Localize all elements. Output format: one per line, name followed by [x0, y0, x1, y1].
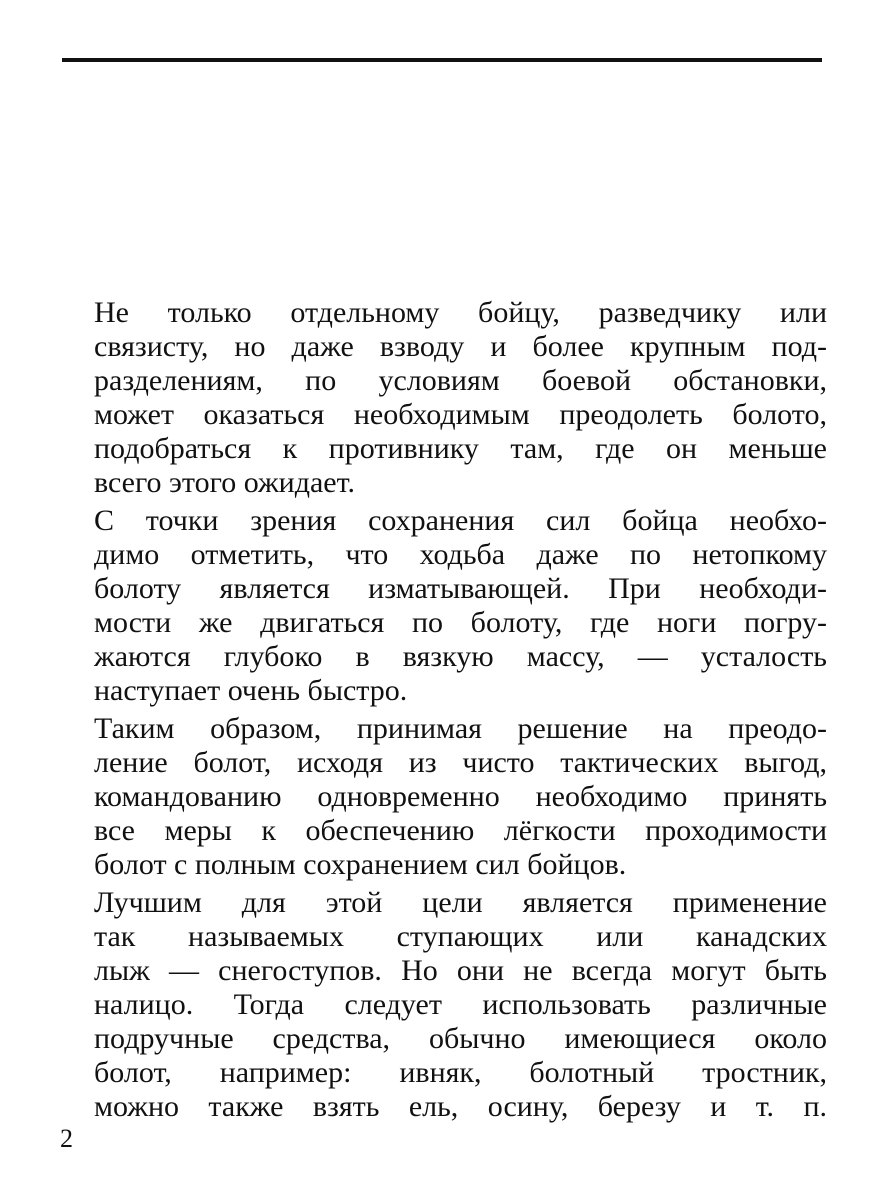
text-line: подобраться к противнику там, где он меньше [94, 432, 827, 465]
text-line: все меры к обеспечению лёгкости проходимости [94, 814, 827, 847]
top-rule [62, 58, 822, 62]
body-text [60, 296, 827, 1128]
text-line: так называемых ступающих или канадских [94, 920, 827, 953]
text-line: может оказаться необходимым преодолеть болото, [94, 398, 827, 431]
paragraph-2 [60, 504, 827, 708]
text-line: ление болот, исходя из чисто тактических выгод, [94, 746, 827, 779]
text-line: болот, например: ивняк, болотный тростник, [94, 1056, 827, 1089]
text-line: С точки зрения сохранения сил бойца необхо- [94, 504, 827, 537]
text-line: налицо. Тогда следует использовать различные [94, 988, 827, 1021]
text-line: подручные средства, обычно имеющиеся около [94, 1022, 827, 1055]
text-line: Не только отдельному бойцу, разведчику или [94, 296, 827, 329]
text-line: жаются глубоко в вязкую массу, — усталость [94, 640, 827, 673]
text-line: болот с полным сохранением сил бойцов. [94, 848, 627, 881]
text-line: болоту является изматывающей. При необходи- [94, 572, 827, 605]
text-line: Лучшим для этой цели является применение [94, 886, 827, 919]
text-line: Таким образом, принимая решение на преодо- [94, 712, 827, 745]
paragraph-3 [60, 712, 827, 882]
page-number: 2 [60, 1124, 73, 1153]
paragraph-4 [60, 886, 827, 1124]
text-line: наступает очень быстро. [94, 674, 408, 707]
text-line: командованию одновременно необходимо принять [94, 780, 827, 813]
text-line: димо отметить, что ходьба даже по нетопкому [94, 538, 827, 571]
text-line: мости же двигаться по болоту, где ноги погру- [94, 606, 827, 639]
text-line: лыж — снегоступов. Но они не всегда могут быть [94, 954, 827, 987]
text-line: можно также взять ель, осину, березу и т. п. [94, 1090, 827, 1123]
paragraph-1 [60, 296, 827, 500]
text-line: разделениям, по условиям боевой обстановки, [94, 364, 827, 397]
text-line: связисту, но даже взводу и более крупным под- [94, 330, 827, 363]
text-line: всего этого ожидает. [94, 466, 355, 499]
